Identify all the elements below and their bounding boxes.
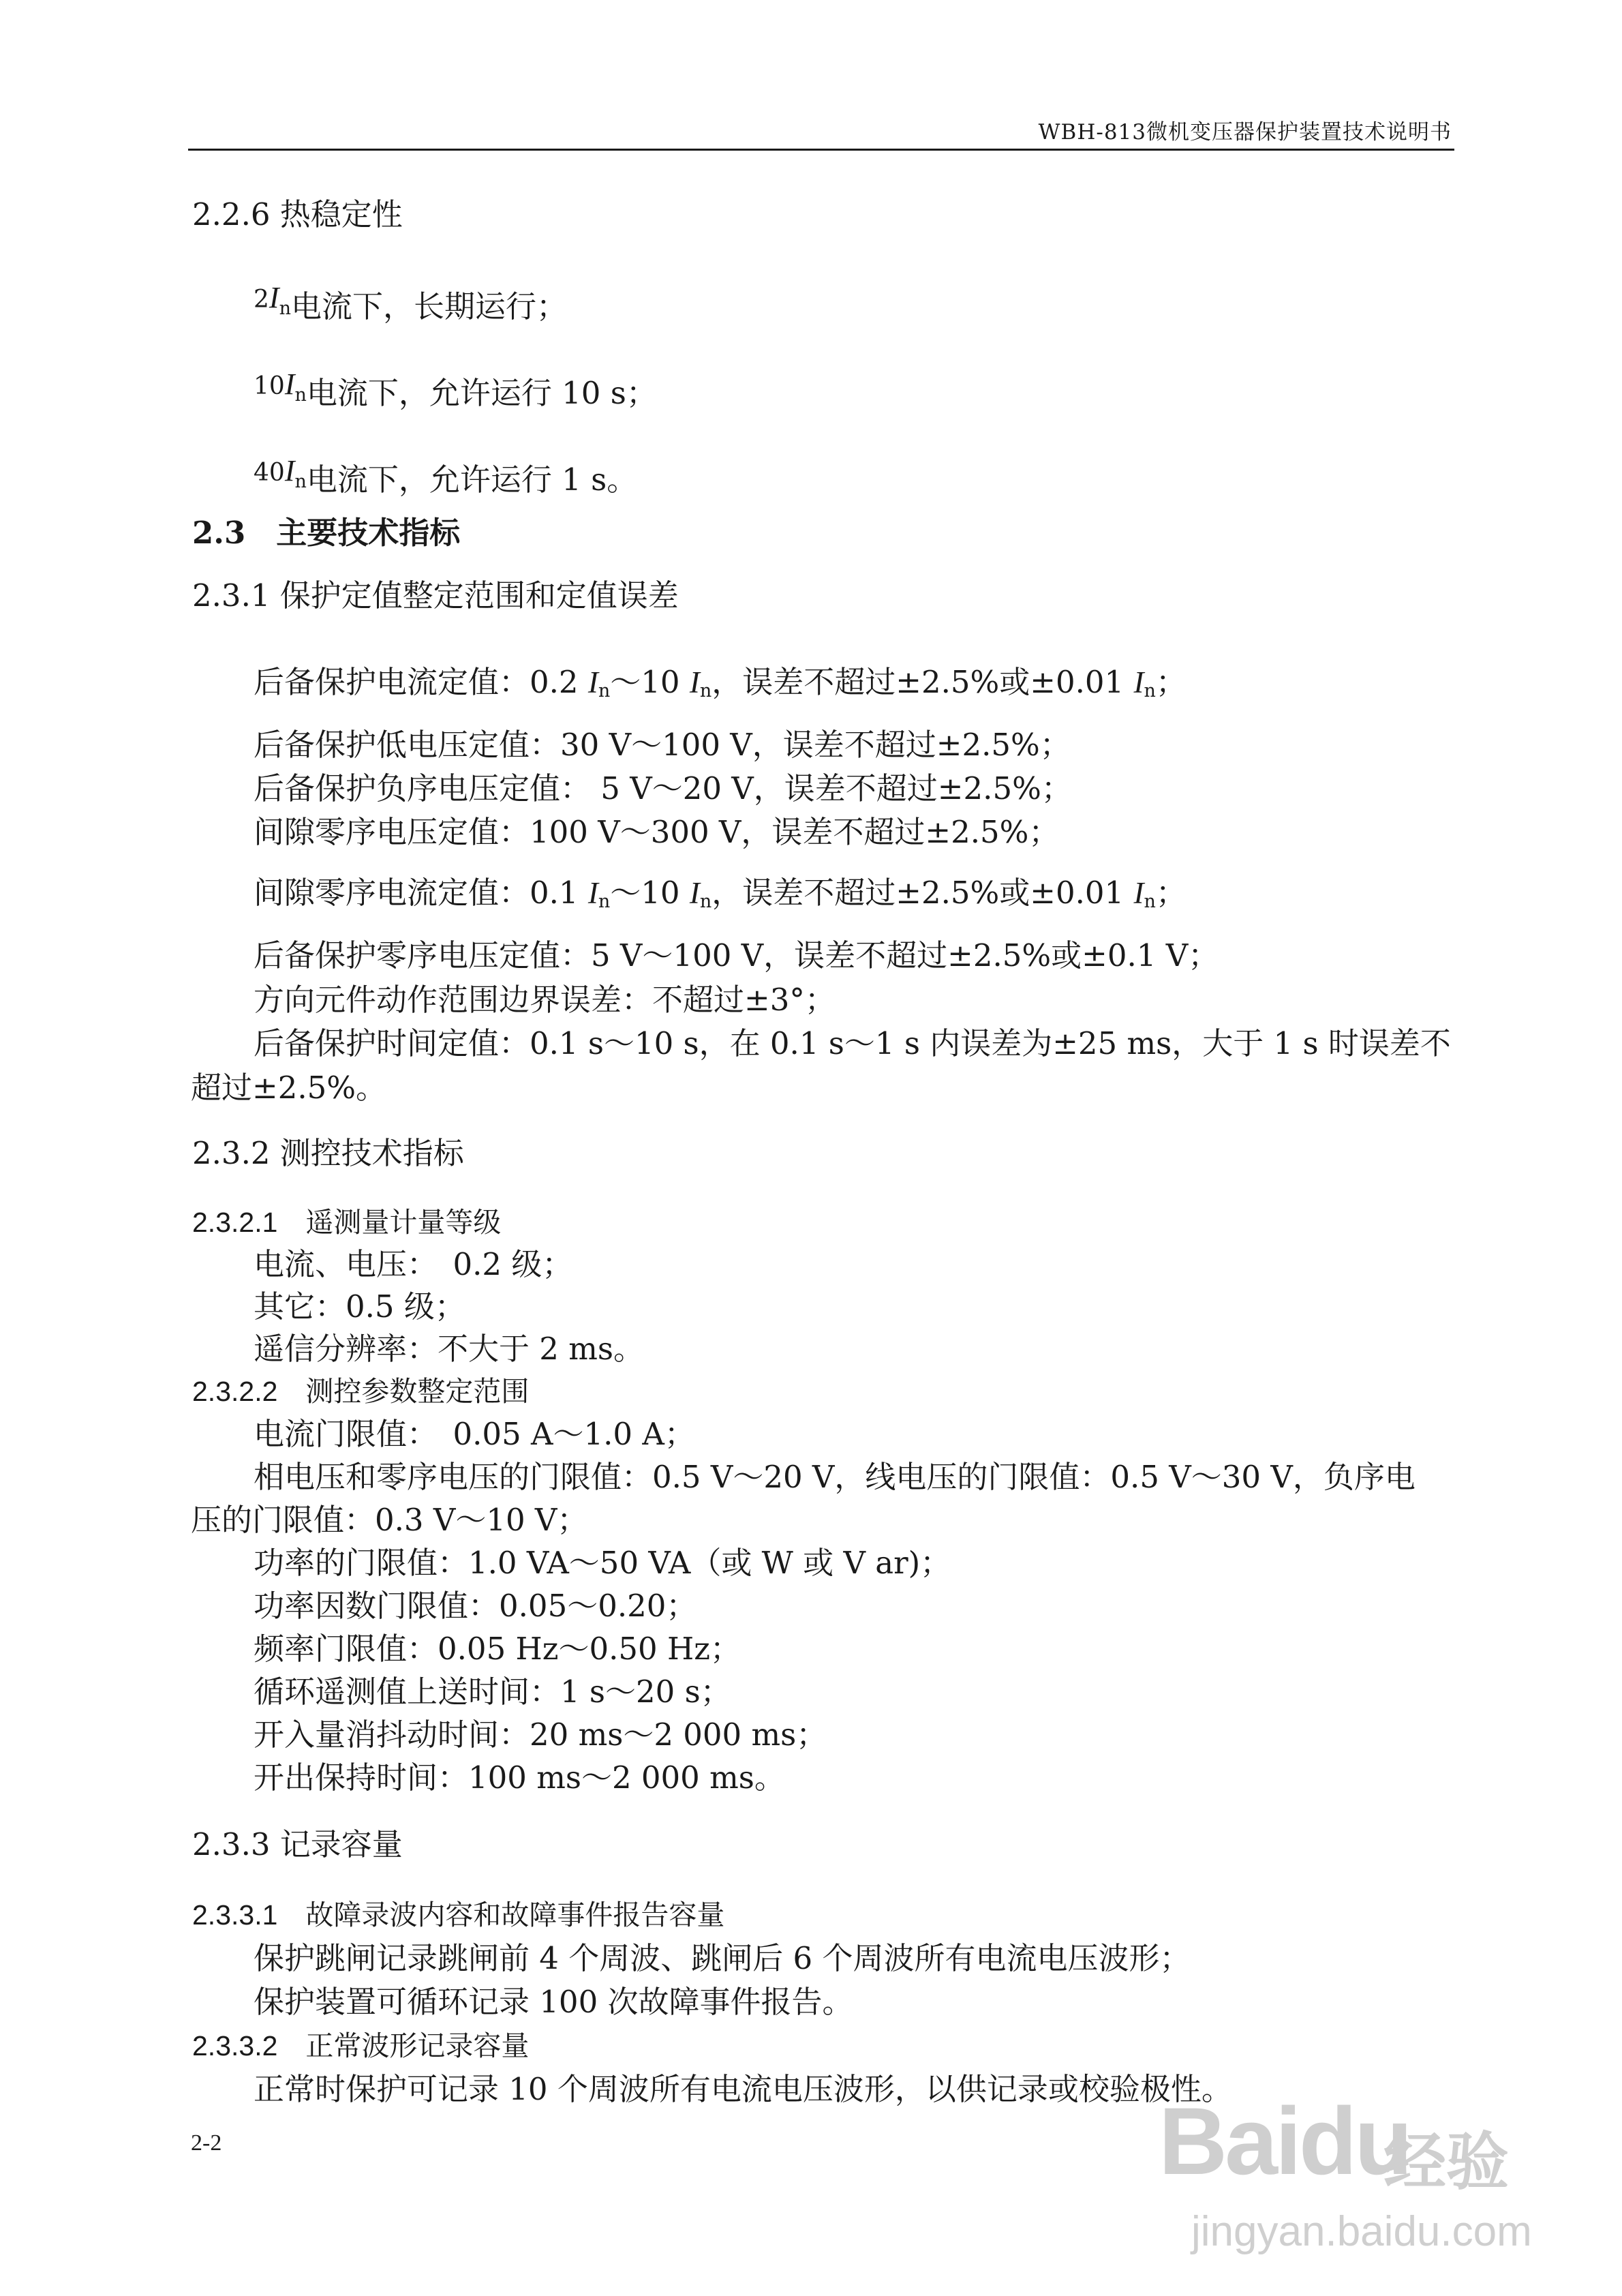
header-divider	[188, 149, 1454, 151]
section-2-3-2-2-title: 2.3.2.2 测控参数整定范围	[192, 1376, 530, 1407]
section-2-3-2-1-title: 2.3.2.1 遥测量计量等级	[192, 1207, 502, 1238]
baidu-jingyan-watermark	[1159, 2086, 1540, 2263]
param-line-8: 开入量消抖动时间：20 ms～2 000 ms；	[254, 1717, 827, 1753]
prot-line-9: 超过±2.5%。	[191, 1070, 387, 1106]
meas-line-1: 电流、电压： 0.2 级；	[254, 1246, 573, 1282]
section-2-3-2-title: 2.3.2 测控技术指标	[192, 1135, 464, 1171]
header-title: WBH-813微机变压器保护装置技术说明书	[1038, 120, 1452, 145]
thermal-line-2: $^{10}$In电流下，允许运行 10 s；	[254, 367, 657, 411]
watermark-url: jingyan.baidu.com	[1191, 2208, 1532, 2255]
section-2-3-3-2-title: 2.3.3.2 正常波形记录容量	[192, 2030, 530, 2061]
prot-line-3: 后备保护负序电压定值： 5 V～20 V，误差不超过±2.5%；	[254, 770, 1072, 806]
prot-line-2: 后备保护低电压定值：30 V～100 V，误差不超过±2.5%；	[254, 727, 1071, 763]
thermal-line-3: $^{40}$In电流下，允许运行 1 s。	[254, 454, 638, 498]
param-line-9: 开出保持时间：100 ms～2 000 ms。	[254, 1759, 785, 1796]
record-line-2: 保护装置可循环记录 100 次故障事件报告。	[254, 1984, 853, 2020]
section-2-3-3-title: 2.3.3 记录容量	[192, 1826, 403, 1862]
param-line-4: 功率的门限值：1.0 VA～50 VA（或 W 或 V ar)；	[254, 1545, 951, 1581]
param-line-1: 电流门限值： 0.05 A～1.0 A；	[254, 1416, 695, 1452]
record-line-1: 保护跳闸记录跳闸前 4 个周波、跳闸后 6 个周波所有电流电压波形；	[254, 1940, 1191, 1976]
prot-line-4: 间隙零序电压定值：100 V～300 V，误差不超过±2.5%；	[254, 814, 1060, 850]
page-number: 2-2	[191, 2130, 222, 2156]
section-2-3-3-1-title: 2.3.3.1 故障录波内容和故障事件报告容量	[192, 1899, 725, 1931]
prot-line-5: 间隙零序电流定值：0.1 $I_n\sim 10$ $I_n$，误差不超过±2.5%或±0.01 $I_n$；	[254, 875, 1187, 912]
param-line-6: 频率门限值：0.05 Hz～0.50 Hz；	[254, 1631, 741, 1667]
section-2-3-1-title: 2.3.1 保护定值整定范围和定值误差	[192, 577, 679, 614]
param-line-5: 功率因数门限值：0.05～0.20；	[254, 1588, 697, 1624]
section-2-3-title: 2.3 主要技术指标	[192, 515, 461, 551]
meas-line-2: 其它：0.5 级；	[254, 1288, 465, 1325]
param-line-3: 压的门限值：0.3 V～10 V；	[191, 1502, 588, 1538]
param-line-7: 循环遥测值上送时间：1 s～20 s；	[254, 1674, 731, 1710]
thermal-line-1: $^2$In电流下，长期运行；	[254, 281, 567, 324]
prot-line-1: 后备保护电流定值：0.2 $I_n\sim 10$ $I_n$，误差不超过±2.5%或±0.01 $I_n$；	[254, 664, 1187, 701]
watermark-logo: Baidu	[1159, 2087, 1410, 2194]
meas-line-3: 遥信分辨率：不大于 2 ms。	[254, 1331, 645, 1367]
prot-line-7: 方向元件动作范围边界误差：不超过±3°；	[254, 982, 836, 1018]
record-line-3: 正常时保护可记录 10 个周波所有电流电压波形，以供记录或校验极性。	[254, 2071, 1232, 2107]
prot-line-8: 后备保护时间定值：0.1 s～10 s，在 0.1 s～1 s 内误差为±25 ms，大于 1 s 时误差不	[254, 1025, 1451, 1061]
section-2-2-6-title: 2.2.6 热稳定性	[192, 196, 403, 232]
watermark-cn: 经验	[1383, 2125, 1510, 2199]
param-line-2: 相电压和零序电压的门限值：0.5 V～20 V，线电压的门限值：0.5 V～30 V，负序电	[254, 1459, 1416, 1495]
prot-line-6: 后备保护零序电压定值：5 V～100 V，误差不超过±2.5%或±0.1 V；	[254, 937, 1219, 973]
